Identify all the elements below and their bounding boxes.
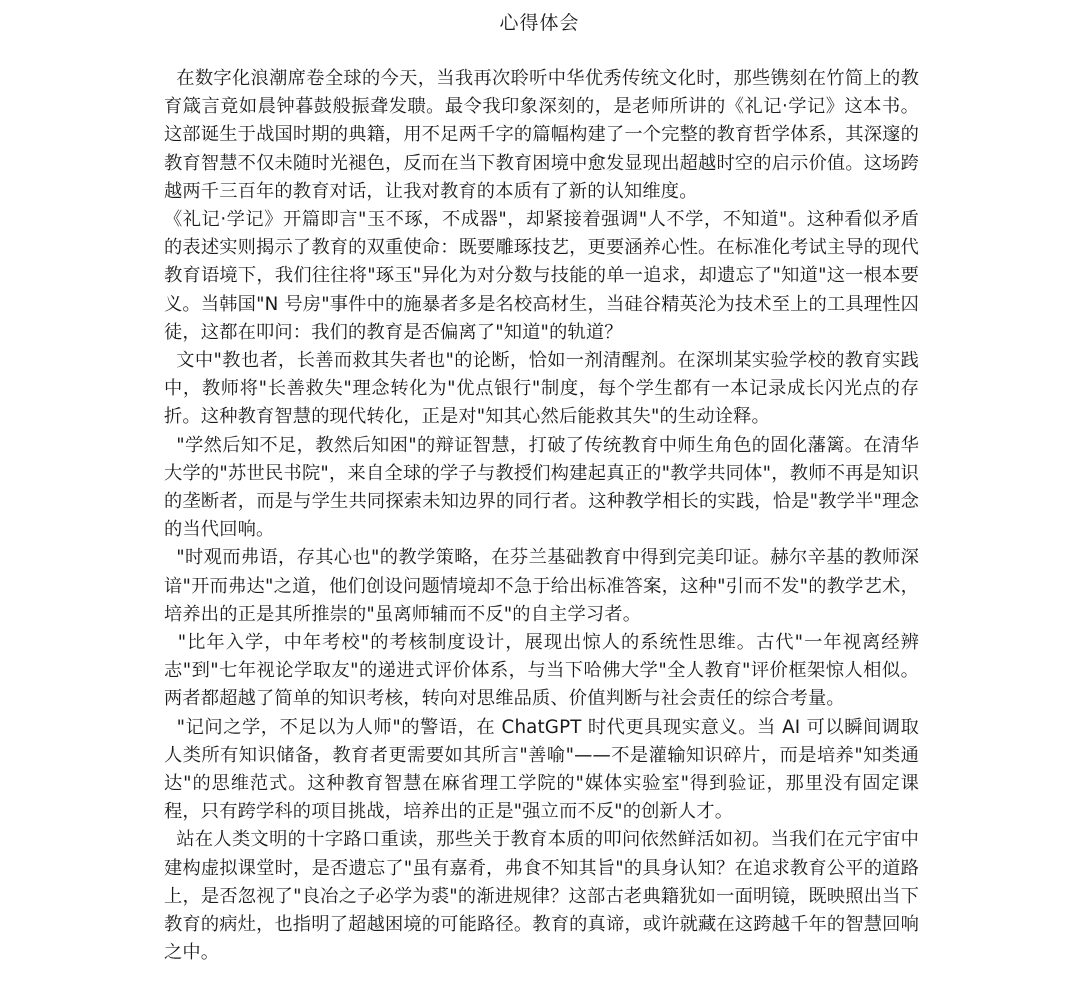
paragraph-6: "比年入学，中年考校"的考核制度设计，展现出惊人的系统性思维。古代"一年视离经辨志"到"七年视论学取友"的递进式评价体系，与当下哈佛大学"全人教育"评价框架惊人相似。两者都超越了简单的知识考核，转向对思维品质、价值判断与社会责任的综合考量。 bbox=[164, 632, 919, 710]
paragraph-5: "时观而弗语，存其心也"的教学策略，在芬兰基础教育中得到完美印证。赫尔辛基的教师深谙"开而弗达"之道，他们创设问题情境却不急于给出标准答案，这种"引而不发"的教学艺术，培养出的正是其所推崇的"虽离师辅而不反"的自主学习者。 bbox=[164, 547, 919, 625]
paragraph-1: 在数字化浪潮席卷全球的今天，当我再次聆听中华优秀传统文化时，那些镌刻在竹简上的教育箴言竟如晨钟暮鼓般振聋发聩。最令我印象深刻的，是老师所讲的《礼记·学记》这本书。这部诞生于战国时期的典籍，用不足两千字的篇幅构建了一个完整的教育哲学体系，其深邃的教育智慧不仅未随时光褪色，反而在当下教育困境中愈发显现出超越时空的启示价值。这场跨越两千三百年的教育对话，让我对教育的本质有了新的认知维度。 bbox=[164, 68, 919, 202]
paragraph-4: "学然后知不足，教然后知困"的辩证智慧，打破了传统教育中师生角色的固化藩篱。在清华大学的"苏世民书院"，来自全球的学子与教授们构建起真正的"教学共同体"，教师不再是知识的垄断者，而是与学生共同探索未知边界的同行者。这种教学相长的实践，恰是"教学半"理念的当代回响。 bbox=[164, 434, 919, 541]
paragraph-7: "记问之学，不足以为人师"的警语，在 ChatGPT 时代更具现实意义。当 AI 可以瞬间调取人类所有知识储备，教育者更需要如其所言"善喻"——不是灌输知识碎片，而是培养"知类通达"的思维范式。这种教育智慧在麻省理工学院的"媒体实验室"得到验证，那里没有固定课程，只有跨学科的项目挑战，培养出的正是"强立而不反"的创新人才。 bbox=[164, 716, 919, 823]
document-body bbox=[164, 65, 919, 968]
paragraph-3: 文中"教也者，长善而救其失者也"的论断，恰如一剂清醒剂。在深圳某实验学校的教育实践中，教师将"长善救失"理念转化为"优点银行"制度，每个学生都有一本记录成长闪光点的存折。这种教育智慧的现代转化，正是对"知其心然后能救其失"的生动诠释。 bbox=[164, 350, 919, 428]
document-title: 心得体会 bbox=[499, 12, 580, 34]
paragraph-8: 站在人类文明的十字路口重读，那些关于教育本质的叩问依然鲜活如初。当我们在元宇宙中建构虚拟课堂时，是否遗忘了"虽有嘉肴，弗食不知其旨"的具身认知？在追求教育公平的道路上，是否忽视了"良冶之子必学为裘"的渐进规律？这部古老典籍犹如一面明镜，既映照出当下教育的病灶，也指明了超越困境的可能路径。教育的真谛，或许就藏在这跨越千年的智慧回响之中。 bbox=[164, 829, 919, 964]
paragraph-2: 《礼记·学记》开篇即言"玉不琢，不成器"，却紧接着强调"人不学，不知道"。这种看似矛盾的表述实则揭示了教育的双重使命：既要雕琢技艺，更要涵养心性。在标准化考试主导的现代教育语境下，我们往往将"琢玉"异化为对分数与技能的单一追求，却遗忘了"知道"这一根本要义。当韩国"N 号房"事件中的施暴者多是名校高材生，当硅谷精英沦为技术至上的工具理性囚徒，这都在叩问：我们的教育是否偏离了"知道"的轨道？ bbox=[164, 209, 919, 343]
